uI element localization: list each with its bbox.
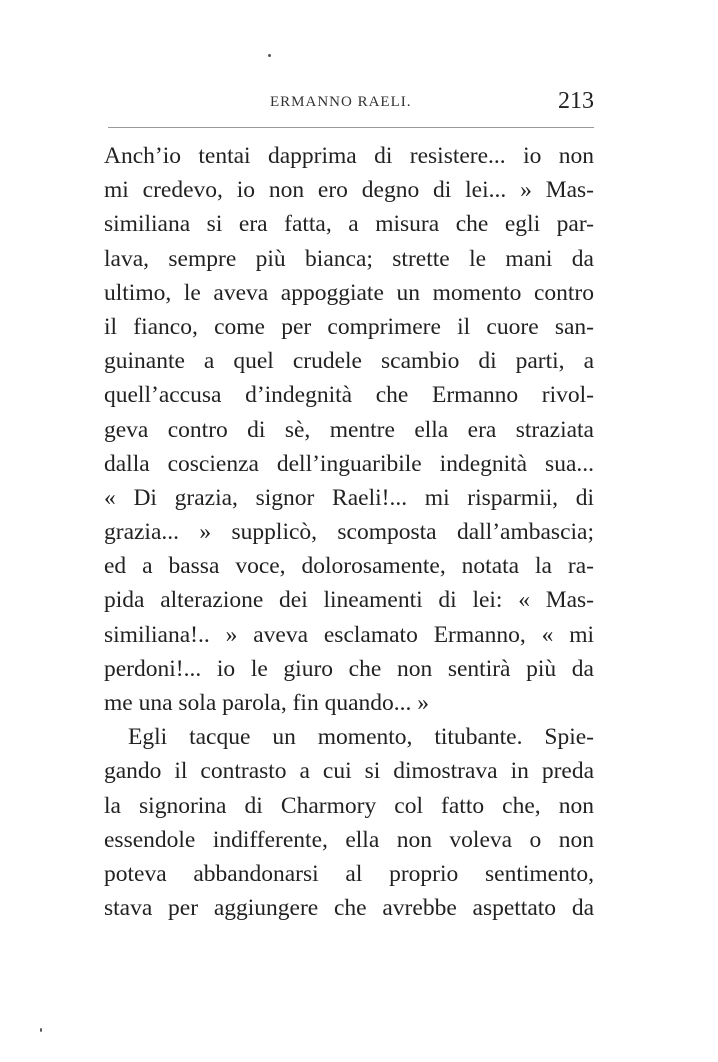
text-line: similiana si era fatta, a misura che egli par- — [104, 211, 594, 238]
print-speck — [40, 1028, 42, 1032]
text-line: geva contro di sè, mentre ella era straziata — [104, 416, 594, 443]
text-line: mi credevo, io non ero degno di lei... » Mas- — [104, 177, 594, 204]
text-line: essendole indifferente, ella non voleva o non — [104, 826, 594, 853]
page-header — [108, 88, 594, 118]
text-line: pida alterazione dei lineamenti di lei: « Mas- — [104, 587, 594, 614]
text-line: guinante a quel crudele scambio di parti, a — [104, 348, 594, 375]
text-line: il fianco, come per comprimere il cuore san- — [104, 313, 594, 340]
running-head: ERMANNO RAELI. — [270, 94, 412, 110]
text-line: « Di grazia, signor Raeli!... mi risparmii, di — [104, 484, 594, 511]
text-line: lava, sempre più bianca; strette le mani da — [104, 245, 594, 272]
text-line: ed a bassa voce, dolorosamente, notata la ra- — [104, 553, 594, 580]
text-line: grazia... » supplicò, scomposta dall’ambascia; — [104, 519, 594, 546]
text-line: perdoni!... io le giuro che non sentirà più da — [104, 655, 594, 682]
text-line: Anch’io tentai dapprima di resistere... io non — [104, 143, 594, 169]
text-line: la signorina di Charmory col fatto che, non — [104, 792, 594, 819]
text-line: similiana!.. » aveva esclamato Ermanno, « mi — [104, 621, 594, 648]
header-rule — [108, 127, 594, 128]
print-speck — [268, 54, 271, 57]
text-line: dalla coscienza dell’inguaribile indegnità sua... — [104, 450, 594, 477]
paragraph-start-line: Egli tacque un momento, titubante. Spie- — [128, 724, 594, 751]
text-line: ultimo, le aveva appoggiate un momento contro — [104, 279, 594, 306]
paragraph-end-line: me una sola parola, fin quando... » — [104, 690, 429, 716]
text-line: quell’accusa d’indegnità che Ermanno rivol- — [104, 382, 594, 409]
page-number: 213 — [558, 88, 594, 114]
text-line: gando il contrasto a cui si dimostrava in preda — [104, 758, 594, 785]
text-line: stava per aggiungere che avrebbe aspettato da — [104, 895, 594, 922]
text-line: poteva abbandonarsi al proprio sentimento, — [104, 860, 594, 887]
body-text — [104, 139, 594, 925]
